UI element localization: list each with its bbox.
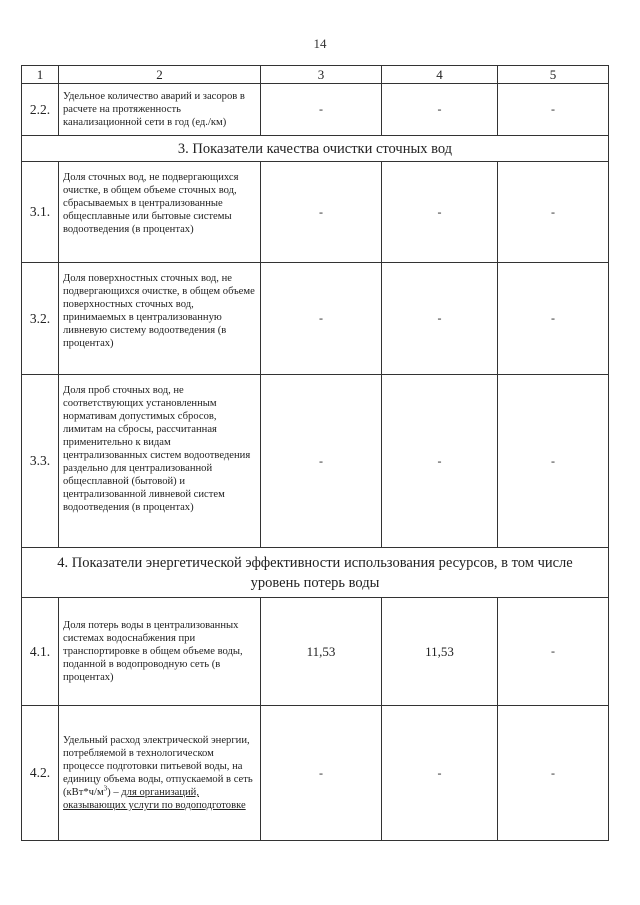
column-header-2: 2 (59, 66, 261, 84)
column-header-1: 1 (22, 66, 59, 84)
row-description-underlined: для организаций, оказывающих услуги по водоподготовке (63, 787, 246, 811)
cell-col4: - (382, 84, 498, 136)
column-header-5: 5 (498, 66, 609, 84)
cell-col4: - (382, 375, 498, 548)
superscript-3: 3 (103, 784, 108, 793)
cell-col3: - (261, 263, 382, 375)
row-description (59, 706, 261, 841)
section-4-heading (22, 548, 609, 598)
row-number: 4.1. (22, 598, 59, 706)
row-number: 2.2. (22, 84, 59, 136)
cell-col5: - (498, 84, 609, 136)
cell-col3: - (261, 375, 382, 548)
row-number: 3.3. (22, 375, 59, 548)
cell-col5: - (498, 706, 609, 841)
header-row (22, 66, 609, 84)
cell-col3: - (261, 84, 382, 136)
section-4-heading-line-2: уровень потерь воды (250, 574, 380, 591)
row-description: Доля потерь воды в централизованных системах водоснабжения при транспортировке в общем объеме воды, поданной в водопроводную сеть (в процентах) (59, 598, 261, 706)
cell-col4: - (382, 706, 498, 841)
table-row-4-2 (22, 706, 609, 841)
indicators-table (21, 65, 609, 841)
table-row-3-3 (22, 375, 609, 548)
cell-col5: - (498, 162, 609, 263)
row-number: 3.1. (22, 162, 59, 263)
cell-col5: - (498, 263, 609, 375)
row-description: Доля сточных вод, не подвергающихся очистке, в общем объеме сточных вод, сбрасываемых в централизованные общесплавные или бытовые системы водоотведения (в процентах) (59, 162, 261, 263)
row-description: Доля проб сточных вод, не соответствующих установленным нормативам допустимых сбросов, лимитам на сбросы, рассчитанная применительно к видам централизованных систем водоотведения раздельно для централизованной общесплавной (бытовой) и централизованной ливневой систем водоотведения (в процентах) (59, 375, 261, 548)
cell-col5: - (498, 598, 609, 706)
column-header-3: 3 (261, 66, 382, 84)
column-header-4: 4 (382, 66, 498, 84)
row-description-text: Удельный расход электрической энергии, потребляемой в технологическом процессе подготовки питьевой воды, на единицу объема воды, отпускаемой в сеть (кВт*ч/м (63, 735, 253, 798)
row-number: 4.2. (22, 706, 59, 841)
section-4-heading-line-1: 4. Показатели энергетической эффективности использования ресурсов, в том числе (57, 554, 573, 571)
row-number: 3.2. (22, 263, 59, 375)
row-description: Доля поверхностных сточных вод, не подвергающихся очистке, в общем объеме поверхностных сточных вод, принимаемых в централизованную ливневую систему водоотведения (в процентах) (59, 263, 261, 375)
row-description: Удельное количество аварий и засоров в расчете на протяженность канализационной сети в год (ед./км) (59, 84, 261, 136)
table-row-4-1 (22, 598, 609, 706)
table-row-3-1 (22, 162, 609, 263)
cell-col4: - (382, 162, 498, 263)
table-row-2-2 (22, 84, 609, 136)
cell-col3: 11,53 (261, 598, 382, 706)
cell-col3: - (261, 706, 382, 841)
cell-col4: 11,53 (382, 598, 498, 706)
row-description-mid: ) – (107, 787, 122, 798)
cell-col3: - (261, 162, 382, 263)
cell-col5: - (498, 375, 609, 548)
cell-col4: - (382, 263, 498, 375)
section-3-heading-row (22, 136, 609, 162)
table-row-3-2 (22, 263, 609, 375)
section-4-heading-row (22, 548, 609, 598)
section-3-heading: 3. Показатели качества очистки сточных вод (22, 136, 609, 162)
page-number: 14 (313, 36, 327, 51)
